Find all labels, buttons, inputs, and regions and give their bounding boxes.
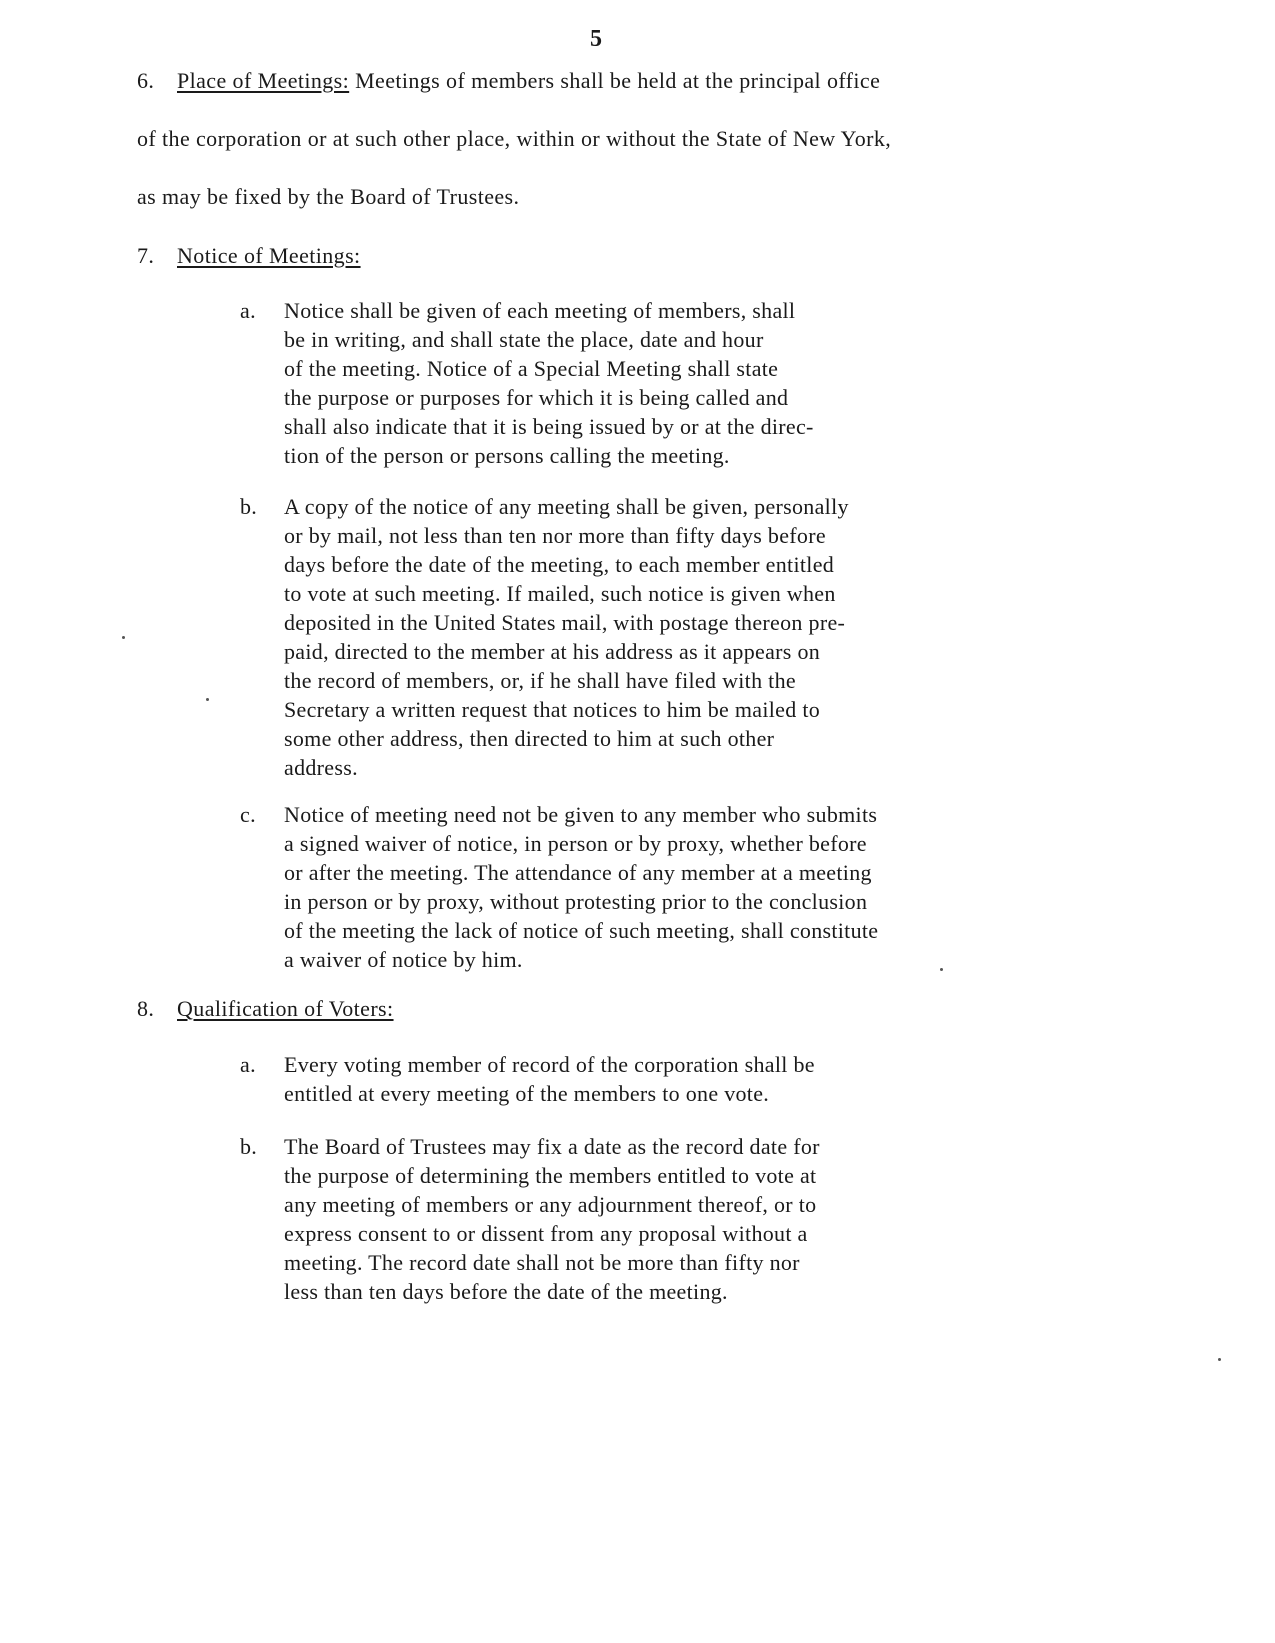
- scan-speck: [1218, 1358, 1221, 1361]
- section-7-item-a: [240, 296, 1050, 470]
- section-8-item-a: [240, 1050, 1050, 1108]
- item-label: b.: [240, 494, 258, 519]
- item-label: c.: [240, 802, 256, 827]
- section-heading: Notice of Meetings:: [177, 243, 361, 268]
- section-6-line-2: of the corporation or at such other place, within or without the State of New York,: [137, 126, 892, 151]
- item-text: Notice of meeting need not be given to any member who submits a signed waiver of notice, in person or by proxy, whether before or after the meeting. The attendance of any member at a meeting in person or by proxy, without protesting prior to the conclusion of the meeting the lack of notice of such meeting, shall constitute a waiver of notice by him.: [284, 802, 879, 972]
- section-number: 7.: [137, 243, 155, 268]
- section-heading: Place of Meetings:: [177, 68, 350, 93]
- section-8-item-b: [240, 1132, 1050, 1306]
- scan-speck: [206, 698, 209, 701]
- item-label: a.: [240, 298, 256, 323]
- section-8-header: [137, 996, 394, 1022]
- section-text: Meetings of members shall be held at the principal office: [349, 68, 881, 93]
- section-number: 8.: [137, 996, 155, 1021]
- item-text: Notice shall be given of each meeting of members, shall be in writing, and shall state the place, date and hour of the meeting. Notice of a Special Meeting shall state the purpose or purposes for which it is being called and shall also indicate that it is being issued by or at the direc- tion of the person or persons calling the meeting.: [284, 298, 814, 468]
- item-text: The Board of Trustees may fix a date as the record date for the purpose of determining the members entitled to vote at any meeting of members or any adjournment thereof, or to express consent to or dissent from any proposal without a meeting. The record date shall not be more than fifty nor less than ten days before the date of the meeting.: [284, 1134, 820, 1304]
- section-7-header: [137, 243, 361, 269]
- section-heading: Qualification of Voters:: [177, 996, 394, 1021]
- page-number: 5: [590, 26, 602, 52]
- section-7-item-c: [240, 800, 1050, 974]
- item-label: b.: [240, 1134, 258, 1159]
- item-text: A copy of the notice of any meeting shall be given, personally or by mail, not less than ten nor more than fifty days before days before the date of the meeting, to each member entitled to vote at such meeting. If mailed, such notice is given when deposited in the United States mail, with postage thereon pre- paid, directed to the member at his address as it appears on the record of members, or, if he shall have filed with the Secretary a written request that notices to him be mailed to some other address, then directed to him at such other address.: [284, 494, 849, 780]
- scan-speck: [122, 636, 125, 639]
- scan-speck: [940, 968, 943, 971]
- section-number: 6.: [137, 68, 155, 93]
- item-text: Every voting member of record of the corporation shall be entitled at every meeting of the members to one vote.: [284, 1052, 815, 1106]
- section-6-line-1: [137, 68, 880, 94]
- item-label: a.: [240, 1052, 256, 1077]
- section-6-line-3: as may be fixed by the Board of Trustees.: [137, 184, 520, 209]
- section-7-item-b: [240, 492, 1050, 782]
